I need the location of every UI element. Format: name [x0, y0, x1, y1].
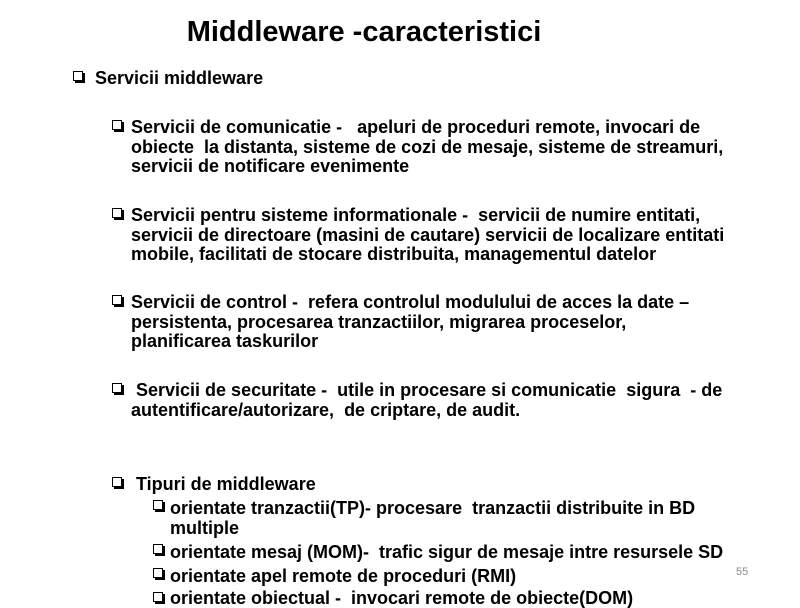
section-heading-servicii: Servicii middleware: [95, 68, 264, 88]
checkbox-bullet-icon: [153, 592, 163, 602]
item-line: multiple: [170, 518, 240, 538]
item-line: servicii de directoare (masini de cautare) servicii de localizare entitati: [131, 224, 725, 245]
item-line: Servicii pentru sisteme informationale - servicii de numire entitati,: [131, 205, 701, 225]
item-line: Servicii de control - refera controlul modulului de acces la date –: [131, 292, 690, 312]
checkbox-bullet-icon: [153, 544, 163, 554]
item-line: Servicii de securitate - utile in procesare si comunicatie sigura - de: [131, 380, 723, 400]
checkbox-bullet-icon: [112, 295, 122, 305]
list-item-tip-rpc: [170, 566, 516, 586]
page-number: 55: [736, 566, 749, 578]
checkbox-bullet-icon: [73, 71, 83, 81]
item-line: servicii de notificare evenimente: [131, 156, 410, 176]
item-line: autentificare/autorizare, de criptare, de audit.: [131, 399, 521, 420]
item-line: orientate mesaj (MOM)- trafic sigur de mesaje intre resursele SD: [170, 542, 724, 562]
list-item-tip-obiectual: [170, 588, 633, 608]
checkbox-bullet-icon: [112, 477, 122, 487]
list-item-tip-tranzactii: [170, 498, 695, 538]
list-item-servicii-control: [131, 293, 689, 352]
list-item-servicii-comunicatie: [131, 118, 723, 177]
item-line: planificarea taskurilor: [131, 331, 319, 351]
list-item-tip-mesaj: [170, 542, 723, 562]
slide-title: Middleware -caracteristici: [186, 16, 542, 48]
checkbox-bullet-icon: [112, 383, 122, 393]
list-item-servicii-securitate: [131, 381, 722, 420]
checkbox-bullet-icon: [112, 208, 122, 218]
item-line: orientate obiectual - invocari remote de obiecte(DOM): [170, 588, 634, 608]
item-line: obiecte la distanta, sisteme de cozi de mesaje, sisteme de streamuri,: [131, 136, 724, 157]
item-line: orientate tranzactii(TP)- procesare tranzactii distribuite in BD: [170, 498, 696, 518]
item-line: mobile, facilitati de stocare distribuita, managementul datelor: [131, 244, 657, 264]
checkbox-bullet-icon: [153, 568, 163, 578]
section-heading-tipuri: Tipuri de middleware: [136, 474, 316, 494]
item-line: orientate apel remote de proceduri (RMI): [170, 566, 517, 586]
item-line: persistenta, procesarea tranzactiilor, migrarea proceselor,: [131, 311, 627, 332]
checkbox-bullet-icon: [153, 500, 163, 510]
checkbox-bullet-icon: [112, 120, 122, 130]
item-line: Servicii de comunicatie - apeluri de proceduri remote, invocari de: [131, 117, 701, 137]
list-item-servicii-informationale: [131, 206, 724, 265]
